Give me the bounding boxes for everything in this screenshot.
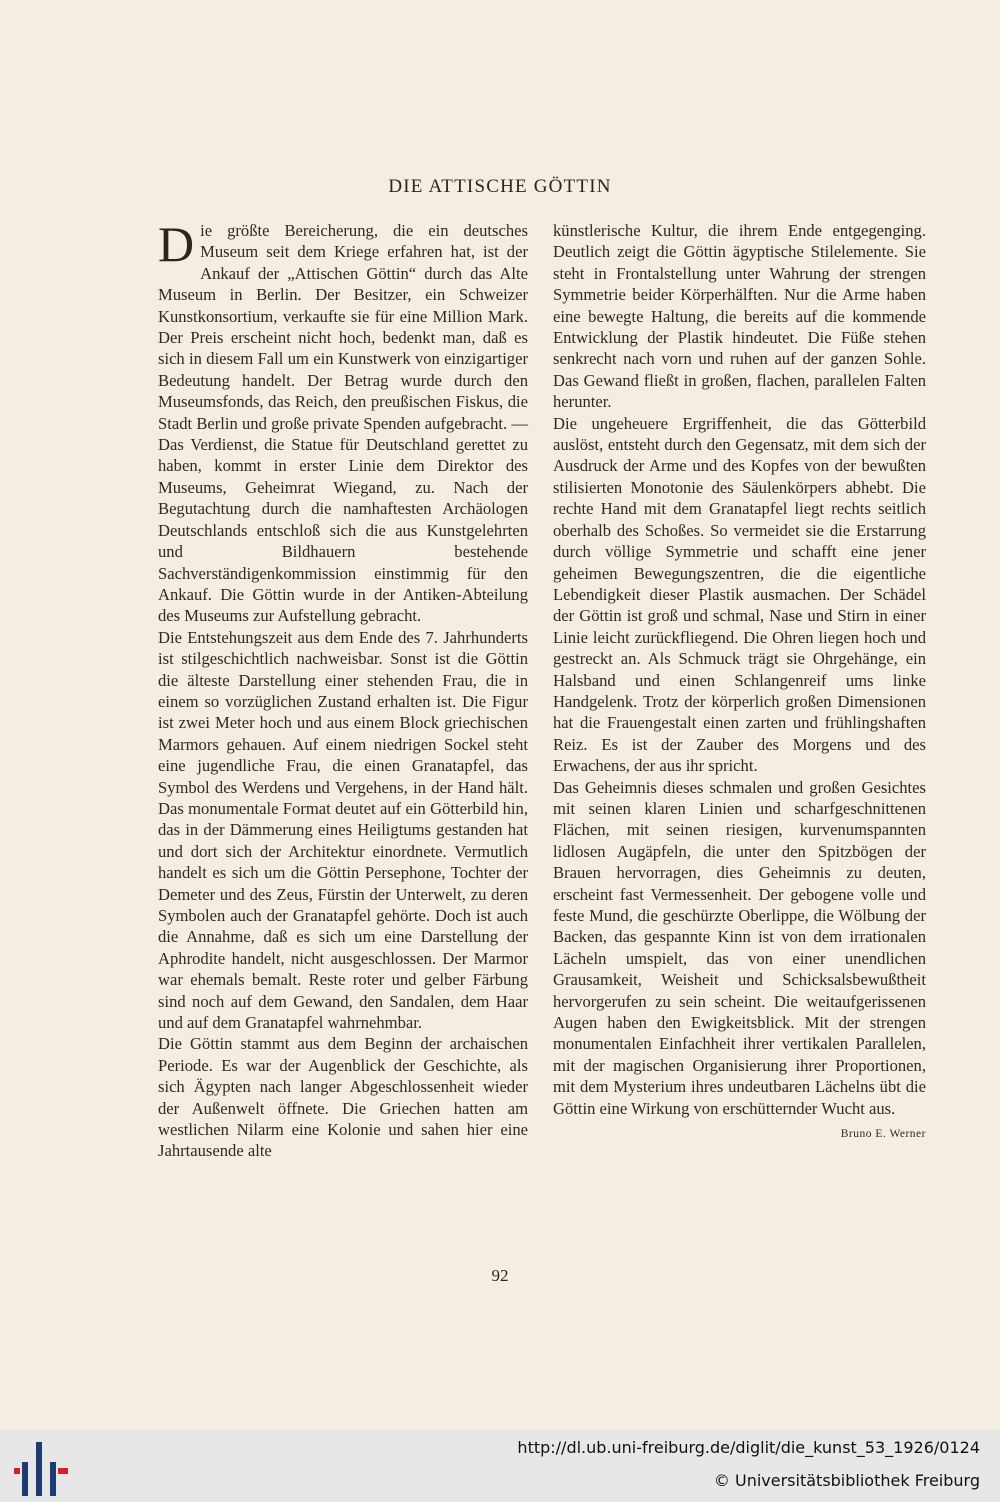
paragraph: Die Göttin stammt aus dem Beginn der archaischen Periode. Es war der Augenblick der Geschichte, als sich Ägypten nach langer Abgeschlossenheit wieder der Außenwelt öffnete. Die Griechen hatten am westlichen Nilarm eine Kolonie und sahen hier eine Jahrtausende alte: [158, 1034, 528, 1161]
drop-cap: D: [158, 216, 195, 272]
paragraph: künstlerische Kultur, die ihrem Ende entgegenging. Deutlich zeigt die Göttin ägyptische Stilelemente. Sie steht in Frontalstellung unter Wahrung der strengen Symmetrie beider Körperhälften. Nur die Arme haben eine bewegte Haltung, die bereits auf die kommende Entwicklung der Plastik hindeutet. Die Füße stehen senkrecht nach vorn und ruhen auf der ganzen Sohle. Das Gewand fließt in großen, flachen, parallelen Falten herunter.: [553, 221, 926, 412]
author-signature: Bruno E. Werner: [840, 1128, 926, 1141]
ub-freiburg-logo-icon: [14, 1442, 68, 1496]
page-number: 92: [491, 1266, 509, 1285]
viewer-footer: [0, 1430, 1000, 1502]
paragraph: Die ungeheuere Ergriffenheit, die das Götterbild auslöst, entsteht durch den Gegensatz, mit dem sich der Ausdruck der Arme und des Kopfes von der bewußten stilisierten Monotonie des Säulenkörpers abhebt. Die rechte Hand mit dem Granatapfel liegt rechts seitlich oberhalb des Schoßes. So vermeidet sie die Erstarrung durch völlige Symmetrie und schafft eine jener geheimen Bewegungszentren, die die eigentliche Lebendigkeit dieser Plastik ausmachen. Der Schädel der Göttin ist groß und schmal, Nase und Stirn in einer Linie leicht zurückfliegend. Die Ohren liegen hoch und gestreckt an. Als Schmuck trägt sie Ohrgehänge, ein Halsband und einen Schlangenreif ums linke Handgelenk. Trotz der körperlich großen Dimensionen hat die Frauengestalt einen zarten und frühlingshaften Reiz. Es ist der Zauber des Morgens und des Erwachens, der aus ihr spricht.: [553, 413, 926, 776]
paragraph: [158, 216, 528, 627]
paragraph-text: Das Geheimnis dieses schmalen und großen Gesichtes mit seinen klaren Linien und scharfgeschnittenen Flächen, mit seinen riesigen, kurvenumspannten lidlosen Augäpfeln, die unter den Spitzbögen der Brauen hervorragen, dies Geheimnis zu deuten, erscheint fast Vermessenheit. Der gebogene volle und feste Mund, die geschürzte Oberlippe, die Wölbung der Backen, das gespannte Kinn ist von dem irrationalen Lächeln umspielt, das von einer unendlichen Grausamkeit, Weisheit und Schicksalsbewußtheit hervorgerufen zu sein scheint. Die weitaufgerissenen Augen haben den Ewigkeitsblick. Mit der strengen monumentalen Einfachheit ihrer vertikalen Parallelen, mit der magischen Organisierung ihrer Proportionen, mit dem Mysterium ihres undeutbaren Lächelns übt die Göttin eine Wirkung von erschütternder Wucht aus.: [553, 777, 926, 1118]
paragraph: [553, 777, 926, 1141]
text-column-left: [158, 216, 528, 1162]
source-url[interactable]: http://dl.ub.uni-freiburg.de/diglit/die_kunst_53_1926/0124: [517, 1438, 980, 1457]
copyright-notice: © Universitätsbibliothek Freiburg: [713, 1471, 980, 1490]
paragraph-text: ie größte Bereicherung, die ein deutsches Museum seit dem Kriege erfahren hat, ist der Ankauf der „Attischen Göttin“ durch das Alte Museum in Berlin. Der Besitzer, ein Schweizer Kunstkonsortium, verkaufte sie für eine Million Mark. Der Preis erscheint nicht hoch, bedenkt man, daß es sich in diesem Fall um ein Kunstwerk von einzigartiger Bedeutung handelt. Der Betrag wurde durch den Museumsfonds, das Reich, den preußischen Fiskus, die Stadt Berlin und große private Spenden aufgebracht. — Das Verdienst, die Statue für Deutschland gerettet zu haben, kommt in erster Linie dem Direktor des Museums, Geheimrat Wiegand, zu. Nach der Begutachtung durch die namhaftesten Archäologen Deutschlands entschloß sich die aus Kunstgelehrten und Bildhauern bestehende Sachverständigenkommission einstimmig für den Ankauf. Die Göttin wurde in der Antiken-Abteilung des Museums zur Aufstellung gebracht.: [158, 221, 528, 626]
paragraph: Die Entstehungszeit aus dem Ende des 7. Jahrhunderts ist stilgeschichtlich nachweisbar. Sonst ist die Göttin die älteste Darstellung einer stehenden Frau, die in einem so vorzüglichen Zustand erhalten ist. Die Figur ist zwei Meter hoch und aus einem Block griechischen Marmors gehauen. Auf einem niedrigen Sockel steht eine jugendliche Frau, die einen Granatapfel, das Symbol des Werdens und Vergehens, in der Hand hält. Das monumentale Format deutet auf ein Götterbild hin, das in der Dämmerung eines Heiligtums gestanden hat und dort sich der Architektur einordnete. Vermutlich handelt es sich um die Göttin Persephone, Tochter der Demeter und des Zeus, Fürstin der Unterwelt, zu deren Symbolen auch der Granatapfel gehörte. Doch ist auch die Annahme, daß es sich um eine Darstellung der Aphrodite handelt, nicht ausgeschlossen. Der Marmor war ehemals bemalt. Reste roter und gelber Färbung sind noch auf dem Gewand, den Sandalen, dem Haar und auf dem Granatapfel wahrnehmbar.: [158, 627, 528, 1033]
text-column-right: [553, 220, 926, 1145]
article-title: DIE ATTISCHE GÖTTIN: [388, 176, 612, 197]
